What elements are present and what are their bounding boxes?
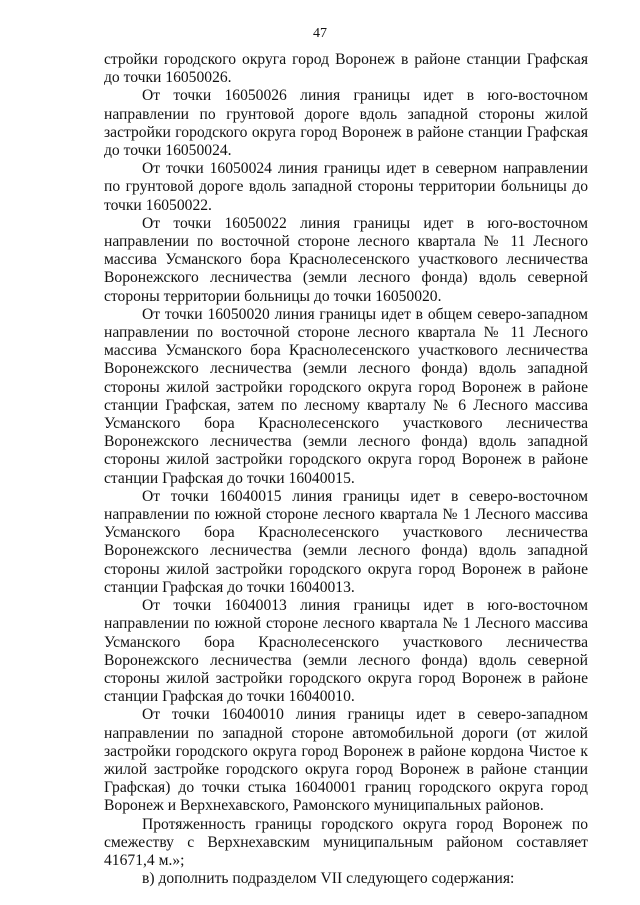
paragraph: От точки 16050024 линия границы идет в северном направлении по грунтовой дороге вдоль западной стороны территории больницы до точки 16050022. xyxy=(104,160,588,214)
paragraph: в) дополнить подразделом VII следующего содержания: xyxy=(142,870,515,888)
paragraph: Протяженность границы городского округа город Воронеж по смежеству с Верхнехавским муниципальным районом составляет 41671,4 м.»; xyxy=(104,815,588,869)
paragraph: От точки 16050020 линия границы идет в общем северо-западном направлении по восточной стороне лесного квартала № 11 Лесного массива Усманского бора Краснолесенского участкового лесничества Воронежского лесничества (земли лесного фонда) вдоль западной стороны жилой застройки городского округа город Воронеж в районе станции Графская, затем по лесному кварталу № 6 Лесного массива Усманского бора Краснолесенского участкового лесничества Воронежского лесничества (земли лесного фонда) вдоль западной стороны жилой застройки городского округа город Воронеж в районе станции Графская до точки 16040015. xyxy=(104,305,588,487)
paragraph: От точки 16050026 линия границы идет в юго-восточном направлении по грунтовой дороге вдоль западной стороны жилой застройки городского округа город Воронеж в районе станции Графская до точки 16050024. xyxy=(104,87,588,160)
paragraph: От точки 16050022 линия границы идет в юго-восточном направлении по восточной стороне лесного квартала № 11 Лесного массива Усманского бора Краснолесенского участкового лесничества Воронежского лесничества (земли лесного фонда) вдоль северной стороны территории больницы до точки 16050020. xyxy=(104,214,588,305)
paragraph: От точки 16040010 линия границы идет в северо-западном направлении по западной стороне автомобильной дороги (от жилой застройки городского округа город Воронеж в районе кордона Чистое к жилой застройке городского округа город Воронеж в районе станции Графская) до точки стыка 16040001 границ городского округа город Воронеж и Верхнехавского, Рамонского муниципальных районов. xyxy=(104,706,588,815)
page-number: 47 xyxy=(313,26,327,41)
paragraph: стройки городского округа город Воронеж в районе станции Графская до точки 16050026. xyxy=(104,51,588,87)
paragraph: От точки 16040015 линия границы идет в северо-восточном направлении по южной стороне лесного квартала № 1 Лесного массива Усманского бора Краснолесенского участкового лесничества Воронежского лесничества (земли лесного фонда) вдоль западной стороны жилой застройки городского округа город Воронеж в районе станции Графская до точки 16040013. xyxy=(104,487,588,596)
document-body xyxy=(104,51,588,888)
paragraph: От точки 16040013 линия границы идет в юго-восточном направлении по южной стороне лесного квартала № 1 Лесного массива Усманского бора Краснолесенского участкового лесничества Воронежского лесничества (земли лесного фонда) вдоль северной стороны жилой застройки городского округа город Воронеж в районе станции Графская до точки 16040010. xyxy=(104,597,588,706)
